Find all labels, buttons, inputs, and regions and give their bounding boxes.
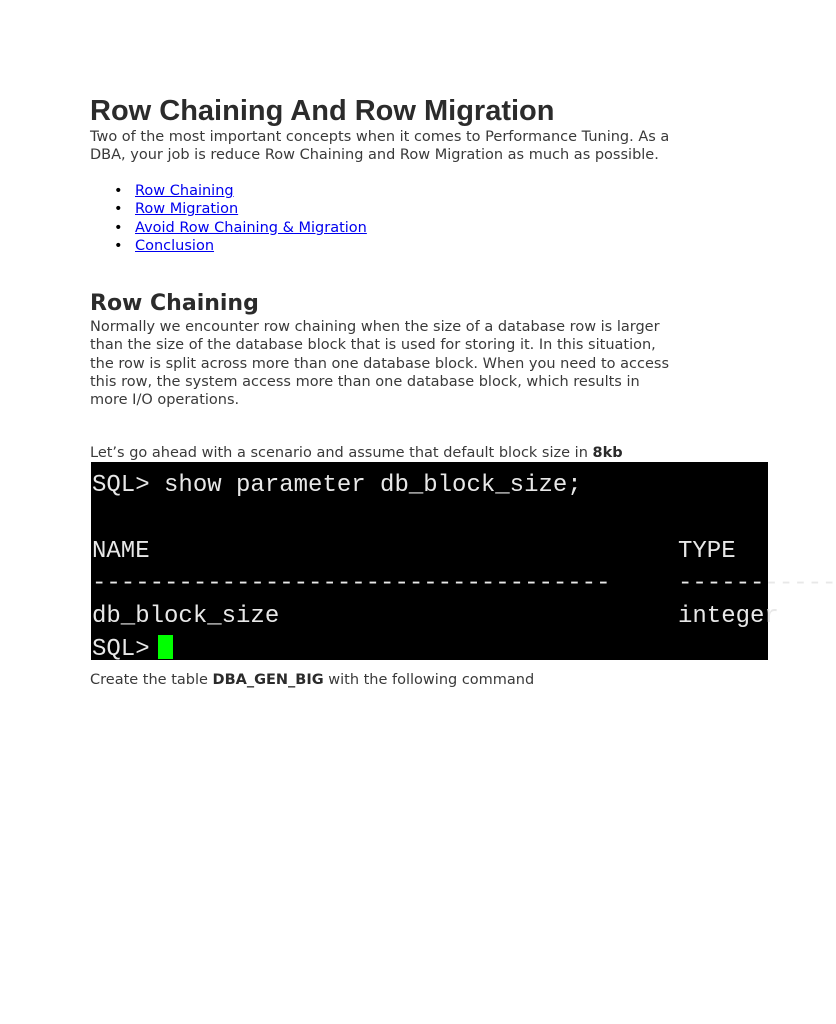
section-paragraph: Normally we encounter row chaining when the size of a database row is larger than the size of the database block that is used for storing it. In this situation, the row is split across more than one database block. When you need to access this row, the system access more than one database block, which results in more I/O operations. <box>90 319 669 409</box>
bullet-icon: • <box>114 237 123 254</box>
terminal-header-type: TYPE <box>678 538 736 565</box>
bullet-icon: • <box>114 201 123 218</box>
block-size-value: 8kb <box>592 445 623 461</box>
terminal-row-name: db_block_size <box>92 603 280 630</box>
terminal-divider-name: ------------------------------------ <box>92 570 611 597</box>
terminal-prompt: SQL> <box>92 636 150 663</box>
terminal-command: SQL> show parameter db_block_size; <box>92 472 582 499</box>
toc-link-conclusion[interactable]: Conclusion <box>135 237 215 254</box>
terminal-screenshot <box>91 462 836 663</box>
terminal-divider-type: ----------- <box>678 570 836 597</box>
create-table-paragraph <box>90 671 534 689</box>
toc-item-conclusion <box>90 237 367 255</box>
toc-link-row-migration[interactable]: Row Migration <box>135 201 239 218</box>
create-suffix: with the following command <box>323 672 535 688</box>
cursor-icon <box>158 635 173 659</box>
create-prefix: Create the table <box>90 672 213 688</box>
toc-item-avoid <box>90 219 367 237</box>
section-heading: Row Chaining <box>90 291 259 316</box>
bullet-icon: • <box>114 219 123 236</box>
bullet-icon: • <box>114 183 123 199</box>
terminal-header-name: NAME <box>92 538 150 565</box>
toc-link-avoid[interactable]: Avoid Row Chaining & Migration <box>135 219 367 236</box>
table-name: DBA_GEN_BIG <box>212 672 324 688</box>
toc-item-row-migration <box>90 200 367 218</box>
intro-paragraph: Two of the most important concepts when it comes to Performance Tuning. As a DBA, your job is reduce Row Chaining and Row Migration as much as possible. <box>90 129 670 164</box>
page-title: Row Chaining And Row Migration <box>90 95 555 127</box>
scenario-paragraph <box>90 444 623 462</box>
toc-link-row-chaining[interactable]: Row Chaining <box>135 183 234 199</box>
terminal-prompt-line <box>92 635 173 665</box>
terminal-row-type: integer <box>678 603 779 630</box>
toc-item-row-chaining <box>90 182 367 200</box>
scenario-text: Let’s go ahead with a scenario and assume that default block size in <box>90 445 593 461</box>
table-of-contents <box>90 182 367 255</box>
